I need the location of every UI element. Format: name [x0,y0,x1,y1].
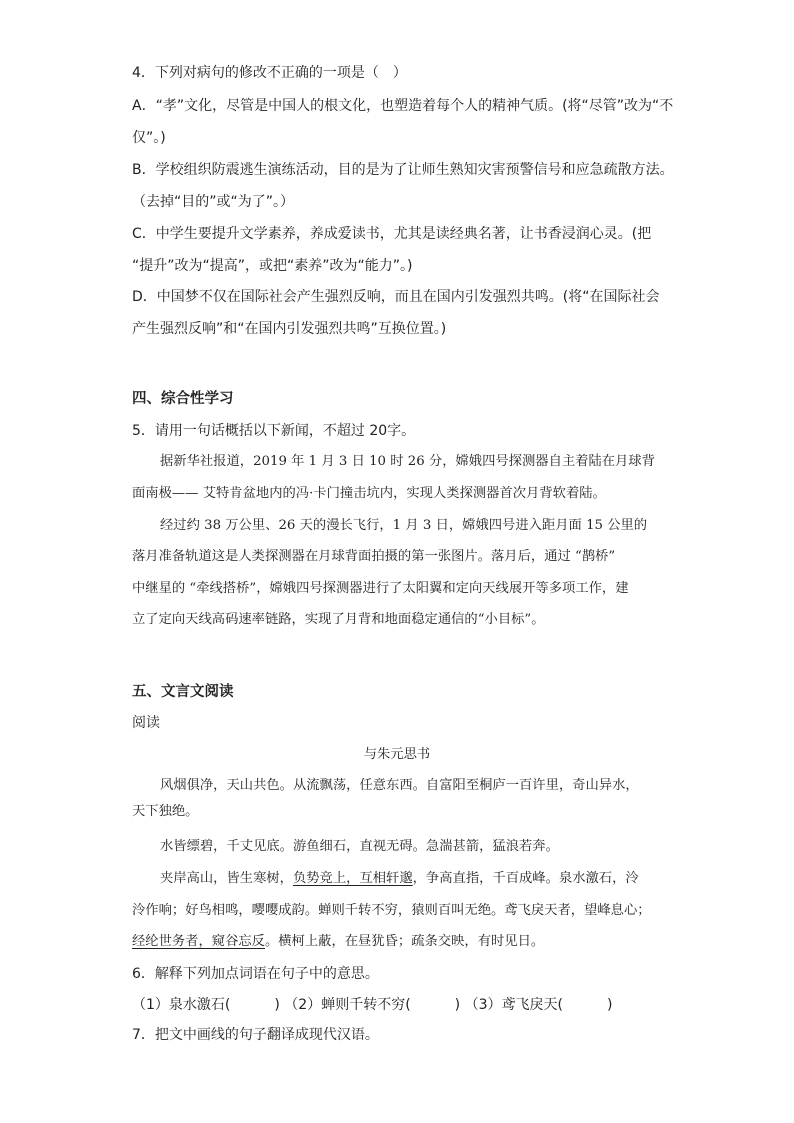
q6-item-3-close: ) [606,997,613,1013]
p3-pre-text: 夹岸高山，皆生寒树， [160,871,293,886]
news-line-4: 落月准备轨道这是人类探测器在月球背面拍摄的第一张图片。落月后，通过 “鹊桥” [132,549,616,564]
classical-title: 与朱元思书 [363,747,431,762]
news-line-3: 经过约 38 万公里、26 天的漫长飞行，1 月 3 日，嫦娥四号进入距月面 15 公里的 [160,518,648,533]
q7-stem: 7．把文中画线的句子翻译成现代汉语。 [132,1027,379,1043]
q4-option-d-line1: D．中国梦不仅在国际社会产生强烈反响，而且在国内引发强烈共鸣。(将“在国际社会 [132,289,660,305]
q4-option-a-line2: 仅”。) [132,130,166,146]
q4-option-c-line2: “提升”改为“提高”，或把“素养”改为“能力”。) [132,258,413,274]
q4-option-c-line1: C．中学生要提升文学素养，养成爱读书，尤其是读经典名著，让书香浸润心灵。(把 [132,226,652,242]
q5-stem: 5．请用一句话概括以下新闻，不超过 20字。 [132,423,416,439]
q6-items [132,995,612,1015]
q4-option-a-line1: A．“孝”文化，尽管是中国人的根文化，也塑造着每个人的精神气质。(将“尽管”改为“不 [132,98,674,114]
news-line-1: 据新华社报道，2019 年 1 月 3 日 10 时 26 分，嫦娥四号探测器自主着陆在月球背 [160,454,655,469]
read-label: 阅读 [132,715,160,731]
classical-p3-line1 [160,869,639,889]
q6-item-2: （2）蝉则千转不穷( [284,997,411,1013]
q4-option-b-line1: B．学校组织防震逃生演练活动，目的是为了让师生熟知灾害预警信号和应急疏散方法。 [132,162,674,178]
news-line-2: 面南极—— 艾特肯盆地内的冯·卡门撞击坑内，实现人类探测器首次月背软着陆。 [132,486,606,501]
classical-p1-line2: 天下独绝。 [132,804,199,819]
q4-option-b-line2: （去掉“目的”或“为了”。） [132,194,295,210]
section5-heading: 五、文言文阅读 [132,684,234,700]
q4-stem: 4．下列对病句的修改不正确的一项是（ ） [132,65,407,81]
classical-p1-line1: 风烟俱净，天山共色。从流飘荡，任意东西。自富阳至桐庐一百许里，奇山异水， [160,778,639,793]
p3-post-text: ，争高直指，千百成峰。泉水激石，泠 [412,871,639,886]
news-line-6: 立了定向天线高码速率链路，实现了月背和地面稳定通信的“小目标”。 [132,612,545,627]
q4-option-d-line2: 产生强烈反响”和“在国内引发强烈共鸣”互换位置。) [132,321,447,337]
q6-item-1-close: ) [274,997,280,1013]
p3-underlined-sentence-1: 负势竞上，互相轩邈 [292,871,413,886]
section4-heading: 四、综合性学习 [132,391,234,407]
news-line-5: 中继星的 “牵线搭桥”，嫦娥四号探测器进行了太阳翼和定向天线展开等多项工作，建 [132,581,629,596]
q6-stem: 6．解释下列加点词语在句子中的意思。 [132,966,379,982]
classical-p2: 水皆缥碧，千丈见底。游鱼细石，直视无碍。急湍甚箭，猛浪若奔。 [160,839,559,854]
p3-underlined-sentence-2: 经纶世务者，窥谷忘反 [132,934,265,949]
p3-line3-rest: 。横柯上蔽，在昼犹昏；疏条交映，有时见日。 [264,934,545,949]
classical-p3-line2: 泠作响；好鸟相鸣，嘤嘤成韵。蝉则千转不穷，猿则百叫无绝。鸢飞戾天者，望峰息心； [132,903,651,918]
classical-p3-line3 [132,932,544,952]
q6-item-1: （1）泉水激石( [132,997,231,1013]
q6-item-2-close: ) [454,997,461,1013]
q6-item-3: （3）鸢飞戾天( [464,997,563,1013]
